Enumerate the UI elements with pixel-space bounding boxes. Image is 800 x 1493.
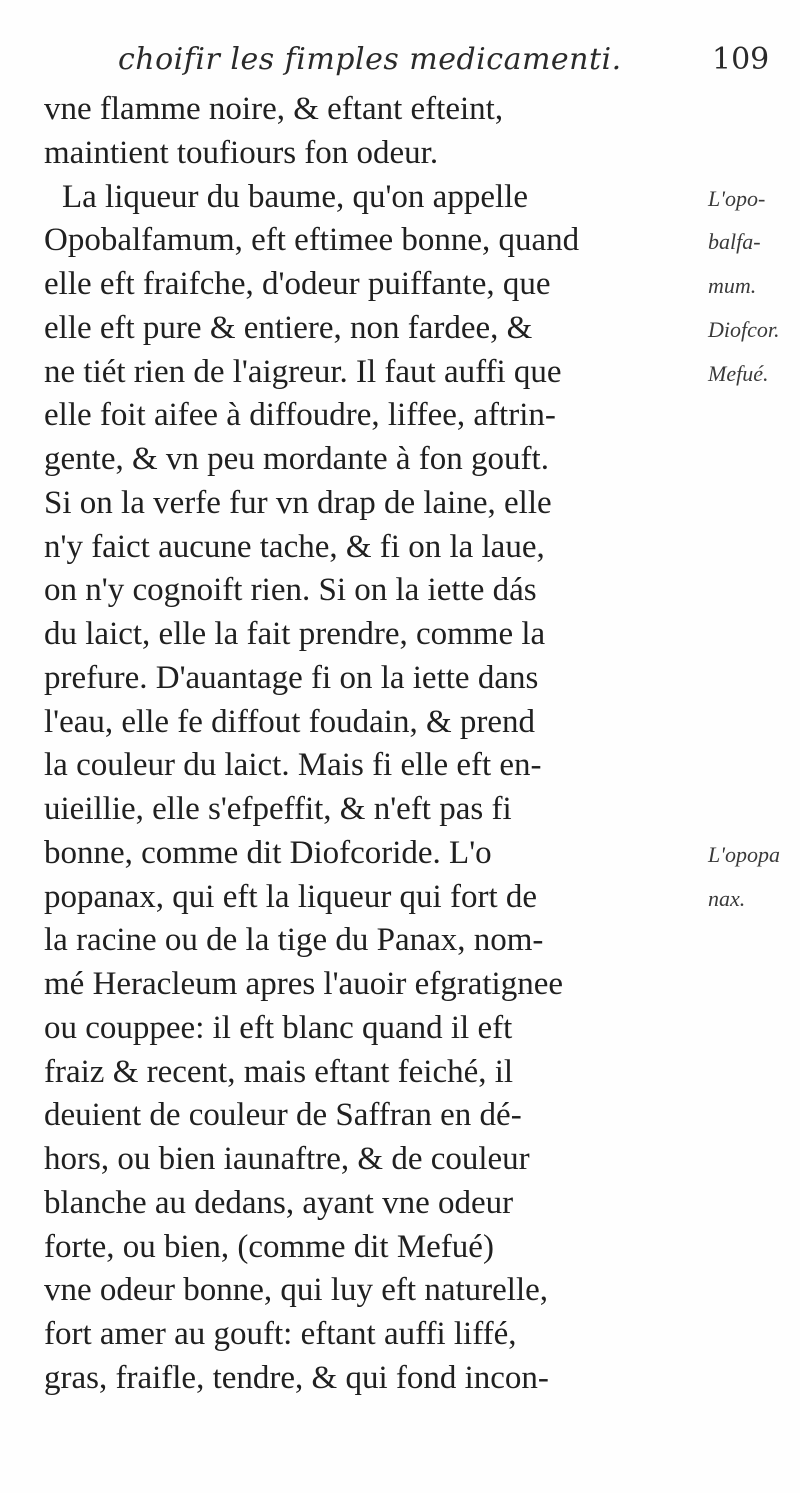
text-line: Si on la verfe fur vn drap de laine, elle: [44, 484, 552, 521]
text-line: ne tiét rien de l'aigreur. Il faut auffi que: [44, 353, 562, 390]
text-line: n'y faict aucune tache, & fi on la laue,: [44, 528, 545, 565]
margin-note: Diofcor.: [708, 316, 780, 342]
text-line: gras, fraifle, tendre, & qui fond incon-: [44, 1359, 549, 1396]
text-line: mé Heracleum apres l'auoir efgratignee: [44, 966, 564, 1002]
text-line: du laict, elle la fait prendre, comme la: [44, 616, 546, 652]
text-line: popanax, qui eft la liqueur qui fort de: [44, 878, 538, 915]
body-text: [44, 88, 694, 1401]
text-line: gente, & vn peu mordante à fon gouft.: [44, 441, 549, 477]
text-line: blanche au dedans, ayant vne odeur: [44, 1184, 514, 1221]
text-line: la racine ou de la tige du Panax, nom-: [44, 922, 544, 959]
margin-note: mum.: [708, 273, 757, 298]
margin-note: balfa-: [708, 229, 761, 255]
text-line: hors, ou bien iaunaftre, & de couleur: [44, 1141, 530, 1177]
text-line: maintient toufiours fon odeur.: [44, 134, 439, 171]
text-line: l'eau, elle fe diffout foudain, & prend: [44, 703, 536, 740]
text-line: ou couppee: il eft blanc quand il eft: [44, 1009, 513, 1046]
text-line: vne flamme noire, & eftant efteint,: [44, 91, 504, 127]
text-line: deuient de couleur de Saffran en dé-: [44, 1097, 522, 1134]
text-line: elle foit aifee à diffoudre, liffee, aftrin-: [44, 397, 556, 434]
margin-note: nax.: [708, 885, 746, 911]
text-line: vne odeur bonne, qui luy eft naturelle,: [44, 1272, 549, 1309]
text-line: La liqueur du baume, qu'on appelle: [62, 178, 528, 215]
text-line: fraiz & recent, mais eftant feiché, il: [44, 1053, 514, 1090]
margin-note: L'opopa: [708, 841, 780, 867]
page-number: 109: [712, 42, 770, 77]
margin-note: L'opo-: [708, 185, 766, 211]
text-line: on n'y cognoift rien. Si on la iette dás: [44, 572, 537, 609]
text-line: la couleur du laict. Mais fi elle eft en-: [44, 747, 542, 784]
text-line: elle eft pure & entiere, non fardee, &: [44, 309, 533, 346]
text-line: uieillie, elle s'efpeffit, & n'eft pas fi: [44, 791, 512, 827]
margin-note: Mefué.: [708, 360, 769, 386]
text-line: bonne, comme dit Diofcoride. L'o: [44, 834, 492, 871]
text-line: elle eft fraifche, d'odeur puiffante, que: [44, 266, 551, 302]
text-line: Opobalfamum, eft eftimee bonne, quand: [44, 222, 580, 259]
text-line: prefure. D'auantage fi on la iette dans: [44, 659, 539, 696]
text-line: forte, ou bien, (comme dit Mefué): [44, 1228, 494, 1265]
running-head: choifir les fimples medicamenti.: [118, 42, 622, 77]
text-line: fort amer au gouft: eftant auffi liffé,: [44, 1316, 517, 1352]
